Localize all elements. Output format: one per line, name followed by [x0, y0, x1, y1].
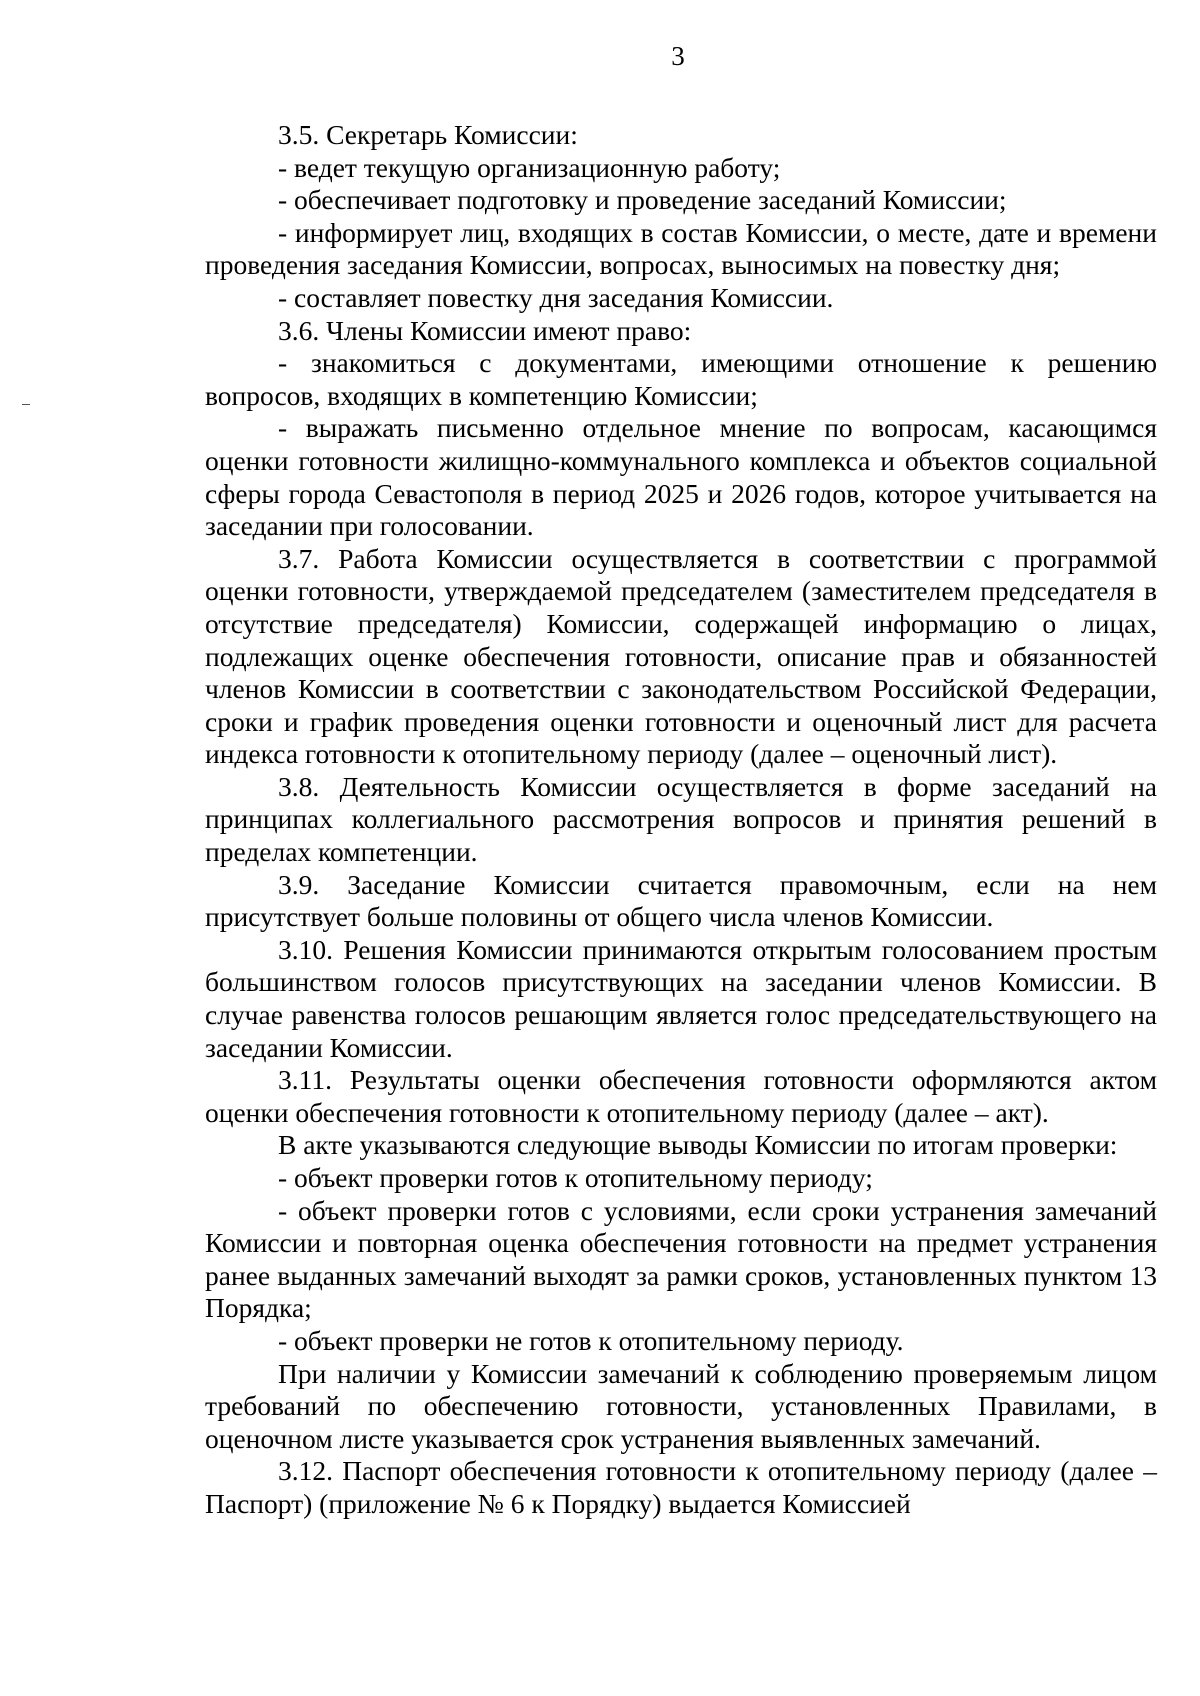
paragraph-conclusion-conditional: - объект проверки готов с условиями, если сроки устранения замечаний Комиссии и повторная оценка обеспечения готовности на предмет устранения ранее выданных замечаний выходят за рамки сроков, установленных пунктом 13 Порядка; — [205, 1194, 1157, 1324]
paragraph-3-11: 3.11. Результаты оценки обеспечения готовности оформляются актом оценки обеспечения готовности к отопительному периоду (далее – акт). — [205, 1064, 1157, 1128]
paragraph-secretary-duty-2: - обеспечивает подготовку и проведение заседаний Комиссии; — [278, 184, 1007, 216]
page-number: 3 — [671, 41, 685, 71]
paragraph-member-right-1: - знакомиться с документами, имеющими отношение к решению вопросов, входящих в компетенцию Комиссии; — [205, 347, 1157, 411]
paragraph-3-10: 3.10. Решения Комиссии принимаются открытым голосованием простым большинством голосов присутствующих на заседании членов Комиссии. В случае равенства голосов решающим является голос председательствующего на заседании Комиссии. — [205, 933, 1157, 1063]
paragraph-secretary-duty-4: - составляет повестку дня заседания Комиссии. — [278, 281, 834, 313]
paragraph-3-8: 3.8. Деятельность Комиссии осуществляется в форме заседаний на принципах коллегиального рассмотрения вопросов и принятия решений в пределах компетенции. — [205, 770, 1157, 868]
paragraph-conclusion-ready: - объект проверки готов к отопительному периоду; — [278, 1162, 873, 1193]
paragraph-3-6-heading: 3.6. Члены Комиссии имеют право: — [278, 314, 692, 346]
margin-mark — [22, 404, 30, 405]
paragraph-3-5-heading: 3.5. Секретарь Комиссии: — [278, 119, 578, 150]
paragraph-3-7: 3.7. Работа Комиссии осуществляется в соответствии с программой оценки готовности, утверждаемой председателем (заместителем председателя в отсутствие председателя) Комиссии, содержащей информацию о лицах, подлежащих оценке обеспечения готовности, описание прав и обязанностей членов Комиссии в соответствии с законодательством Российской Федерации, сроки и график проведения оценки готовности и оценочный лист для расчета индекса готовности к отопительному периоду (далее – оценочный лист). — [205, 542, 1157, 770]
paragraph-secretary-duty-1: - ведет текущую организационную работу; — [278, 151, 781, 183]
paragraph-remarks-deadline: При наличии у Комиссии замечаний к соблюдению проверяемым лицом требований по обеспечению готовности, установленных Правилами, в оценочном листе указывается срок устранения выявленных замечаний. — [205, 1357, 1157, 1454]
document-body — [205, 119, 1157, 1521]
paragraph-secretary-duty-3: - информирует лиц, входящих в состав Комиссии, о месте, дате и времени проведения заседания Комиссии, вопросах, выносимых на повестку дня; — [205, 216, 1157, 281]
paragraph-act-conclusions: В акте указываются следующие выводы Комиссии по итогам проверки: — [278, 1129, 1118, 1161]
paragraph-member-right-2: - выражать письменно отдельное мнение по вопросам, касающимся оценки готовности жилищно-коммунального комплекса и объектов социальной сферы города Севастополя в период 2025 и 2026 годов, которое учитывается на заседании при голосовании. — [205, 412, 1157, 542]
paragraph-3-9: 3.9. Заседание Комиссии считается правомочным, если на нем присутствует больше половины от общего числа членов Комиссии. — [205, 868, 1157, 933]
paragraph-conclusion-not-ready: - объект проверки не готов к отопительному периоду. — [278, 1324, 904, 1356]
paragraph-3-12: 3.12. Паспорт обеспечения готовности к отопительному периоду (далее – Паспорт) (приложение № 6 к Порядку) выдается Комиссией — [205, 1455, 1157, 1519]
